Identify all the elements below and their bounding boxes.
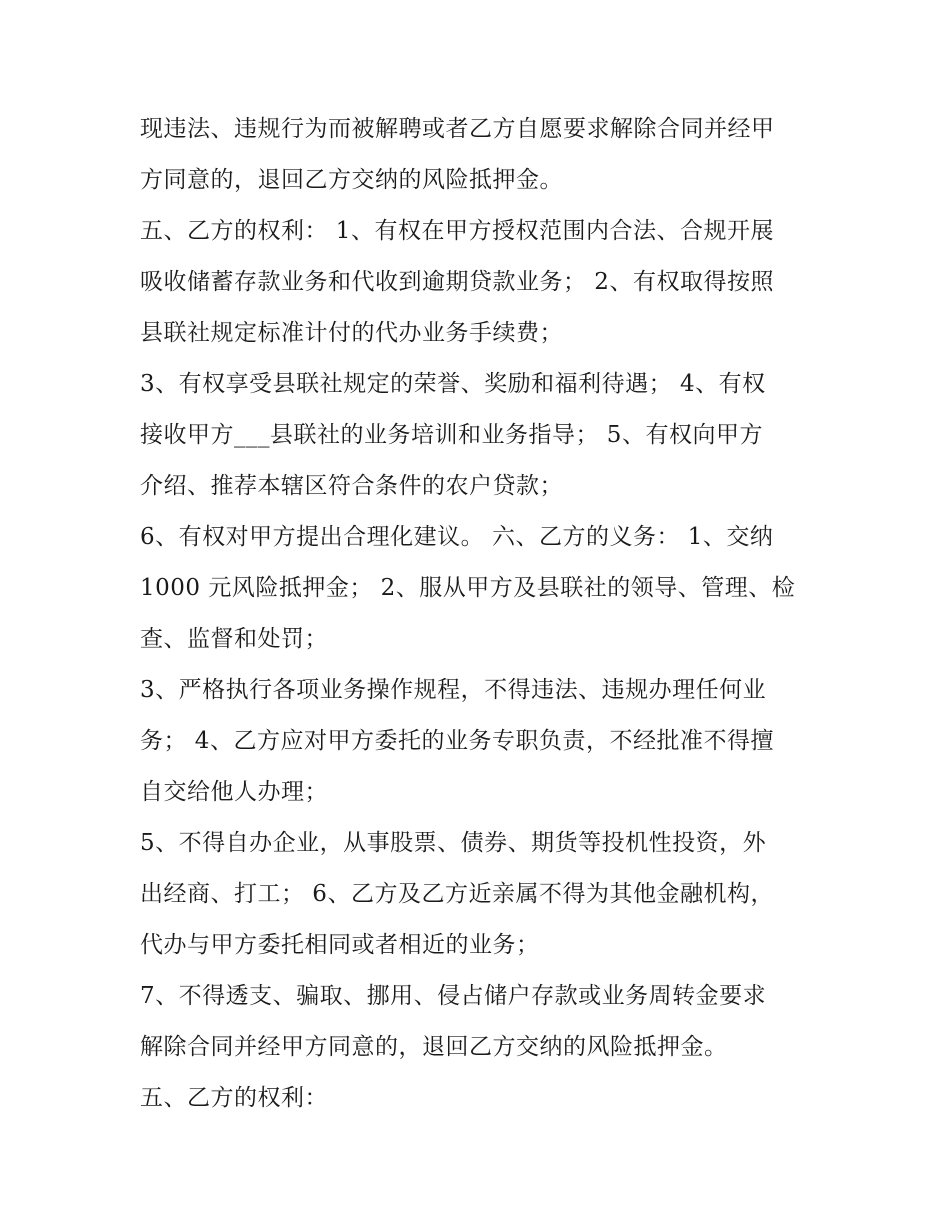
text-line: 1000 元风险抵押金； 2、服从甲方及县联社的领导、管理、检 [140,575,796,601]
text-line: 解除合同并经甲方同意的，退回乙方交纳的风险抵押金。 [140,1034,728,1060]
text-line: 五、乙方的权利： [140,1085,328,1111]
text-line: 介绍、推荐本辖区符合条件的农户贷款； [140,473,563,499]
text-line: 县联社规定标准计付的代办业务手续费； [140,320,563,346]
text-line: 方同意的，退回乙方交纳的风险抵押金。 [140,167,563,193]
document-body [140,104,820,1124]
text-line: 6、有权对甲方提出合理化建议。 六、乙方的义务： 1、交纳 [140,524,774,550]
text-line: 3、严格执行各项业务操作规程，不得违法、违规办理任何业 [140,677,767,703]
text-line: 代办与甲方委托相同或者相近的业务； [140,932,540,958]
text-line: 五、乙方的权利： 1、有权在甲方授权范围内合法、合规开展 [140,218,774,244]
text-line: 7、不得透支、骗取、挪用、侵占储户存款或业务周转金要求 [140,983,767,1009]
text-line: 5、不得自办企业，从事股票、债券、期货等投机性投资，外 [140,830,767,856]
text-line: 现违法、违规行为而被解聘或者乙方自愿要求解除合同并经甲 [140,116,775,142]
text-line: 3、有权享受县联社规定的荣誉、奖励和福利待遇； 4、有权 [140,371,766,397]
text-line: 务； 4、乙方应对甲方委托的业务专职负责，不经批准不得擅 [140,728,774,754]
text-line: 自交给他人办理； [140,779,328,805]
text-line: 出经商、打工； 6、乙方及乙方近亲属不得为其他金融机构， [140,881,774,907]
text-line: 吸收储蓄存款业务和代收到逾期贷款业务； 2、有权取得按照 [140,269,774,295]
text-line: 查、监督和处罚； [140,626,328,652]
text-line: 接收甲方___县联社的业务培训和业务指导； 5、有权向甲方 [140,422,763,448]
